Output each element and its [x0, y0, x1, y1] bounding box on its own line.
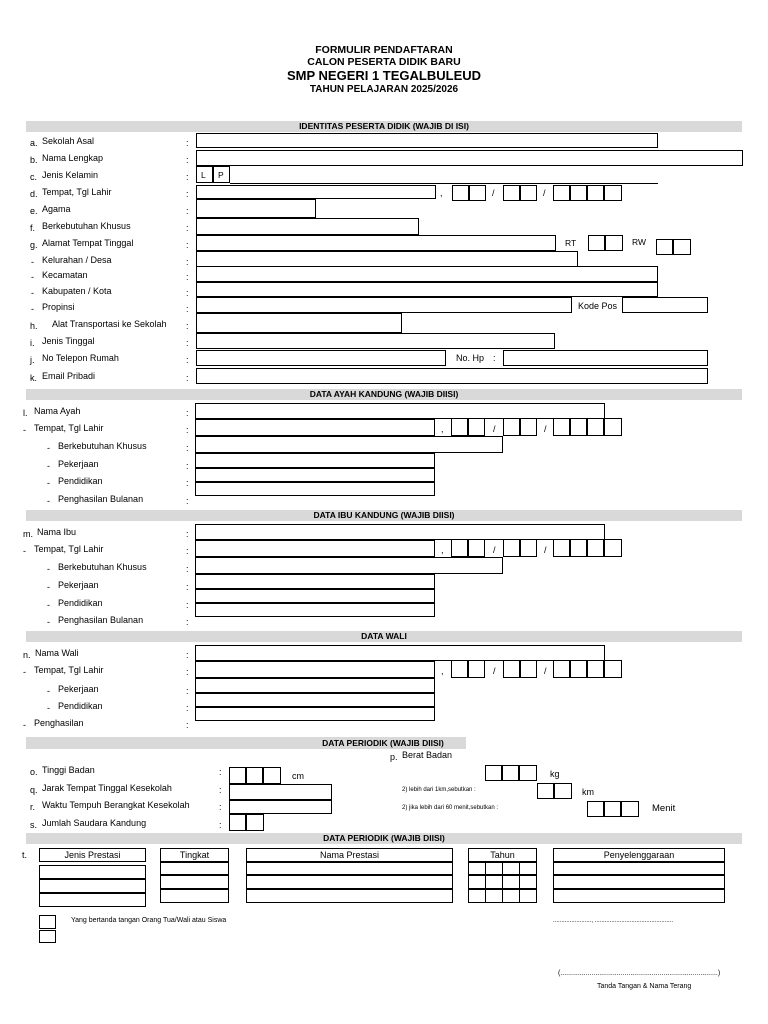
mobile-field[interactable] — [503, 350, 708, 366]
birth-year-box-2[interactable] — [570, 185, 587, 201]
gender-l-box[interactable] — [196, 166, 213, 183]
colon: : — [186, 138, 189, 148]
form-title-line2: CALON PESERTA DIDIK BARU — [307, 56, 461, 68]
mark-q: q. — [30, 785, 38, 795]
guardian-month-box-2[interactable] — [520, 660, 537, 678]
colon: : — [186, 321, 189, 331]
colon: : — [186, 720, 189, 730]
father-name-field[interactable] — [195, 403, 605, 419]
village-field[interactable] — [196, 251, 578, 267]
name-cell-2[interactable] — [246, 875, 453, 889]
postal-code-field[interactable] — [622, 297, 708, 313]
weight-box-2[interactable] — [502, 765, 519, 781]
label-province: Propinsi — [42, 302, 75, 312]
type-cell-1[interactable] — [39, 865, 146, 879]
rt-box-1[interactable] — [588, 235, 605, 251]
mark-d: d. — [30, 189, 38, 199]
mark-c: c. — [30, 172, 38, 182]
dash: - — [47, 617, 50, 627]
dash: - — [23, 720, 26, 730]
section-achievements: DATA PERIODIK (WAJIB DIISI) — [26, 833, 742, 844]
colon: : — [186, 288, 189, 298]
col-header-name: Nama Prestasi — [246, 848, 453, 862]
address-field[interactable] — [196, 235, 556, 251]
guardian-income-field[interactable] — [195, 707, 435, 721]
time-box-2[interactable] — [604, 801, 621, 817]
postal-code-label: Kode Pos — [578, 301, 618, 311]
height-box-3[interactable] — [263, 767, 281, 784]
label-residence-type: Jenis Tinggal — [42, 336, 95, 346]
mark-o: o. — [30, 767, 38, 777]
residence-type-field[interactable] — [196, 333, 555, 349]
guardian-edu-field[interactable] — [195, 693, 435, 707]
signature-name-line: (.................................................................................) — [558, 970, 721, 977]
comma: , — [440, 188, 443, 198]
father-month-box-1[interactable] — [503, 418, 520, 436]
father-job-field[interactable] — [195, 453, 435, 468]
year-divider-2 — [502, 862, 503, 903]
label-height: Tinggi Badan — [42, 765, 95, 775]
gender-p-label: P — [218, 170, 224, 180]
label-regency: Kabupaten / Kota — [42, 286, 112, 296]
birth-year-box-1[interactable] — [553, 185, 570, 201]
mother-name-field[interactable] — [195, 524, 605, 540]
label-mother-birth: Tempat, Tgl Lahir — [34, 544, 104, 554]
mother-year-box-2[interactable] — [570, 539, 587, 557]
travel-time-note: 2) jika lebih dari 60 menit,sebutkan : — [402, 805, 499, 811]
mark-f: f. — [30, 223, 36, 233]
mother-month-box-1[interactable] — [503, 539, 520, 557]
label-email: Email Pribadi — [42, 371, 96, 381]
school-name: SMP NEGERI 1 TEGALBULEUD — [286, 68, 482, 83]
dash: - — [47, 564, 50, 574]
time-box-3[interactable] — [621, 801, 639, 817]
colon: : — [186, 600, 189, 610]
father-day-box-2[interactable] — [468, 418, 485, 436]
label-district: Kecamatan — [42, 270, 88, 280]
father-year-box-4[interactable] — [604, 418, 622, 436]
school-origin-field[interactable] — [196, 133, 658, 148]
label-mother-income: Penghasilan Bulanan — [58, 615, 144, 625]
col-header-year: Tahun — [468, 848, 537, 862]
label-mother-special: Berkebutuhan Khusus — [58, 562, 147, 572]
province-field[interactable] — [196, 297, 572, 313]
label-father-birth: Tempat, Tgl Lahir — [34, 423, 104, 433]
colon: : — [186, 373, 189, 383]
birth-year-box-4[interactable] — [604, 185, 622, 201]
dash: - — [47, 582, 50, 592]
label-school-origin: Sekolah Asal — [42, 136, 95, 146]
colon: : — [219, 785, 222, 795]
colon: : — [186, 240, 189, 250]
height-unit: cm — [292, 771, 304, 781]
mark-j: j. — [30, 355, 35, 365]
weight-box-3[interactable] — [519, 765, 537, 781]
colon: : — [186, 650, 189, 660]
guardian-month-box-1[interactable] — [503, 660, 520, 678]
mark-n: n. — [23, 650, 31, 660]
comma: , — [441, 424, 444, 434]
colon: : — [186, 257, 189, 267]
rt-box-2[interactable] — [605, 235, 623, 251]
colon: : — [186, 338, 189, 348]
mark-m: m. — [23, 529, 33, 539]
label-mother-name: Nama Ibu — [37, 527, 77, 537]
label-siblings: Jumlah Saudara Kandung — [42, 818, 147, 828]
label-guardian-income: Penghasilan — [34, 718, 84, 728]
colon: : — [186, 478, 189, 488]
comma: , — [441, 545, 444, 555]
label-father-income: Penghasilan Bulanan — [58, 494, 144, 504]
slash: / — [544, 666, 547, 676]
label-village: Kelurahan / Desa — [42, 255, 112, 265]
mother-year-box-4[interactable] — [604, 539, 622, 557]
signature-label: Tanda Tangan & Nama Terang — [597, 983, 692, 990]
label-home-phone: No Telepon Rumah — [42, 353, 119, 363]
district-field[interactable] — [196, 266, 658, 282]
distance-box-1[interactable] — [537, 783, 554, 799]
gender-l-label: L — [201, 170, 206, 180]
slash: / — [544, 424, 547, 434]
colon: : — [186, 425, 189, 435]
dash: - — [47, 496, 50, 506]
distance-field[interactable] — [229, 784, 332, 800]
guardian-day-box-2[interactable] — [468, 660, 485, 678]
slash: / — [492, 188, 495, 198]
mother-job-field[interactable] — [195, 574, 435, 589]
colon: : — [186, 189, 189, 199]
guardian-year-box-4[interactable] — [604, 660, 622, 678]
label-address: Alamat Tempat Tinggal — [42, 238, 134, 248]
signer-note: Yang bertanda tangan Orang Tua/Wali atau Siswa — [71, 917, 227, 924]
mark-r: r. — [30, 802, 36, 812]
guardian-year-box-3[interactable] — [587, 660, 604, 678]
father-year-box-1[interactable] — [553, 418, 570, 436]
email-field[interactable] — [196, 368, 708, 384]
father-income-field[interactable] — [195, 482, 435, 496]
label-gender: Jenis Kelamin — [42, 170, 99, 180]
label-father-special: Berkebutuhan Khusus — [58, 441, 147, 451]
section-periodic-label: DATA PERIODIK (WAJIB DIISI) — [300, 737, 466, 749]
name-cell-1[interactable] — [246, 862, 453, 875]
mark-g: g. — [30, 240, 38, 250]
mother-year-box-3[interactable] — [587, 539, 604, 557]
level-cell-1[interactable] — [160, 862, 229, 875]
mark-t: t. — [22, 850, 28, 860]
label-mother-job: Pekerjaan — [58, 580, 99, 590]
dash: - — [47, 478, 50, 488]
weight-unit: kg — [550, 769, 560, 779]
siblings-box-2[interactable] — [246, 814, 264, 831]
mark-i: i. — [30, 338, 35, 348]
gender-p-box[interactable] — [213, 166, 230, 183]
label-father-job: Pekerjaan — [58, 459, 99, 469]
rw-box-2[interactable] — [673, 239, 691, 255]
label-travel-time: Waktu Tempuh Berangkat Kesekolah — [42, 800, 190, 810]
home-phone-field[interactable] — [196, 350, 446, 366]
mother-year-box-1[interactable] — [553, 539, 570, 557]
section-mother: DATA IBU KANDUNG (WAJIB DIISI) — [26, 510, 742, 521]
colon: : — [186, 206, 189, 216]
organizer-cell-1[interactable] — [553, 862, 725, 875]
dash: - — [31, 257, 34, 267]
colon: : — [186, 617, 189, 627]
academic-year: TAHUN PELAJARAN 2025/2026 — [309, 84, 459, 95]
section-guardian: DATA WALI — [26, 631, 742, 642]
label-father-name: Nama Ayah — [34, 406, 81, 416]
birth-month-box-1[interactable] — [503, 185, 520, 201]
height-box-2[interactable] — [246, 767, 263, 784]
father-year-box-2[interactable] — [570, 418, 587, 436]
year-divider-1 — [485, 862, 486, 903]
dash: - — [23, 425, 26, 435]
father-birth-place-field[interactable] — [195, 419, 435, 436]
rt-label: RT — [565, 238, 577, 248]
slash: / — [543, 188, 546, 198]
weight-box-1[interactable] — [485, 765, 502, 781]
signer-checkbox-2[interactable] — [39, 930, 56, 943]
dash: - — [47, 686, 50, 696]
label-distance: Jarak Tempat Tinggal Kesekolah — [42, 783, 172, 793]
type-cell-3[interactable] — [39, 893, 146, 907]
guardian-year-box-2[interactable] — [570, 660, 587, 678]
dash: - — [47, 703, 50, 713]
label-mother-edu: Pendidikan — [58, 598, 103, 608]
col-header-type: Jenis Prestasi — [39, 848, 146, 862]
label-special-needs: Berkebutuhan Khusus — [42, 221, 131, 231]
siblings-box-1[interactable] — [229, 814, 246, 831]
birth-month-box-2[interactable] — [520, 185, 537, 201]
full-name-field[interactable] — [196, 150, 743, 166]
travel-time-field[interactable] — [229, 800, 332, 814]
guardian-name-field[interactable] — [195, 645, 605, 661]
mark-p: p. — [390, 752, 398, 762]
colon: : — [186, 355, 189, 365]
label-guardian-name: Nama Wali — [35, 648, 79, 658]
level-cell-2[interactable] — [160, 875, 229, 889]
colon: : — [186, 155, 189, 165]
label-full-name: Nama Lengkap — [42, 153, 104, 163]
rw-label: RW — [632, 237, 647, 247]
dash: - — [23, 667, 26, 677]
height-box-1[interactable] — [229, 767, 246, 784]
colon: : — [186, 496, 189, 506]
birth-day-box-1[interactable] — [452, 185, 469, 201]
label-father-edu: Pendidikan — [58, 476, 103, 486]
col-header-level: Tingkat — [160, 848, 229, 862]
dash: - — [47, 443, 50, 453]
dash: - — [31, 272, 34, 282]
level-cell-3[interactable] — [160, 889, 229, 903]
slash: / — [544, 545, 547, 555]
place-date-line: ......................., ............................................... — [553, 918, 674, 924]
time-unit: Menit — [652, 803, 676, 814]
dash: - — [23, 546, 26, 556]
mark-s: s. — [30, 820, 38, 830]
mark-h: h. — [30, 321, 38, 331]
birth-day-box-2[interactable] — [469, 185, 486, 201]
mark-b: b. — [30, 155, 38, 165]
mother-month-box-2[interactable] — [520, 539, 537, 557]
mother-birth-place-field[interactable] — [195, 540, 435, 557]
colon: : — [186, 564, 189, 574]
colon: : — [186, 408, 189, 418]
label-weight: Berat Badan — [402, 750, 453, 760]
year-divider-3 — [519, 862, 520, 903]
mark-l: l. — [23, 408, 28, 418]
special-needs-field[interactable] — [196, 218, 419, 235]
guardian-birth-place-field[interactable] — [195, 661, 435, 678]
col-header-organizer: Penyelenggaraan — [553, 848, 725, 862]
colon: : — [186, 272, 189, 282]
dash: - — [31, 304, 34, 314]
colon: : — [186, 582, 189, 592]
signer-checkbox-1[interactable] — [39, 915, 56, 929]
colon: : — [186, 304, 189, 314]
distance-box-2[interactable] — [554, 783, 572, 799]
mark-e: e. — [30, 206, 38, 216]
label-guardian-job: Pekerjaan — [58, 684, 99, 694]
mother-special-field[interactable] — [195, 557, 503, 574]
type-cell-2[interactable] — [39, 879, 146, 893]
religion-field[interactable] — [196, 199, 316, 218]
colon: : — [186, 667, 189, 677]
father-edu-field[interactable] — [195, 468, 435, 482]
slash: / — [493, 545, 496, 555]
label-guardian-edu: Pendidikan — [58, 701, 103, 711]
colon: : — [219, 820, 222, 830]
birth-year-box-3[interactable] — [587, 185, 604, 201]
transport-field[interactable] — [196, 313, 402, 333]
mother-edu-field[interactable] — [195, 589, 435, 603]
colon: : — [186, 546, 189, 556]
mobile-label: No. Hp — [456, 353, 485, 363]
mother-income-field[interactable] — [195, 603, 435, 617]
guardian-year-box-1[interactable] — [553, 660, 570, 678]
colon: : — [186, 529, 189, 539]
label-guardian-birth: Tempat, Tgl Lahir — [34, 665, 104, 675]
mother-day-box-2[interactable] — [468, 539, 485, 557]
dash: - — [47, 600, 50, 610]
distance-note: 2) lebih dari 1km,sebutkan : — [402, 787, 476, 793]
section-student: IDENTITAS PESERTA DIDIK (WAJIB DI ISI) — [26, 121, 742, 132]
form-title-line1: FORMULIR PENDAFTARAN — [315, 44, 453, 56]
guardian-day-box-1[interactable] — [451, 660, 468, 678]
father-day-box-1[interactable] — [451, 418, 468, 436]
father-month-box-2[interactable] — [520, 418, 537, 436]
section-father: DATA AYAH KANDUNG (WAJIB DIISI) — [26, 389, 742, 400]
colon: : — [219, 802, 222, 812]
father-special-field[interactable] — [195, 436, 503, 453]
regency-field[interactable] — [196, 282, 658, 297]
colon: : — [186, 443, 189, 453]
colon: : — [186, 686, 189, 696]
organizer-cell-3[interactable] — [553, 889, 725, 903]
time-box-1[interactable] — [587, 801, 604, 817]
dash: - — [31, 288, 34, 298]
guardian-job-field[interactable] — [195, 678, 435, 693]
distance-unit: km — [582, 787, 594, 797]
mother-day-box-1[interactable] — [451, 539, 468, 557]
colon: : — [186, 223, 189, 233]
slash: / — [493, 424, 496, 434]
comma: , — [441, 666, 444, 676]
birth-place-field[interactable] — [196, 185, 436, 199]
father-year-box-3[interactable] — [587, 418, 604, 436]
colon: : — [186, 172, 189, 182]
mark-a: a. — [30, 138, 38, 148]
colon: : — [186, 461, 189, 471]
label-religion: Agama — [42, 204, 71, 214]
label-transport: Alat Transportasi ke Sekolah — [52, 319, 167, 329]
organizer-cell-2[interactable] — [553, 875, 725, 889]
label-birth: Tempat, Tgl Lahir — [42, 187, 112, 197]
colon: : — [219, 767, 222, 777]
gender-line — [230, 183, 658, 184]
dash: - — [47, 461, 50, 471]
rw-box-1[interactable] — [656, 239, 673, 255]
mobile-colon: : — [493, 353, 496, 363]
slash: / — [493, 666, 496, 676]
name-cell-3[interactable] — [246, 889, 453, 903]
colon: : — [186, 703, 189, 713]
mark-k: k. — [30, 373, 38, 383]
